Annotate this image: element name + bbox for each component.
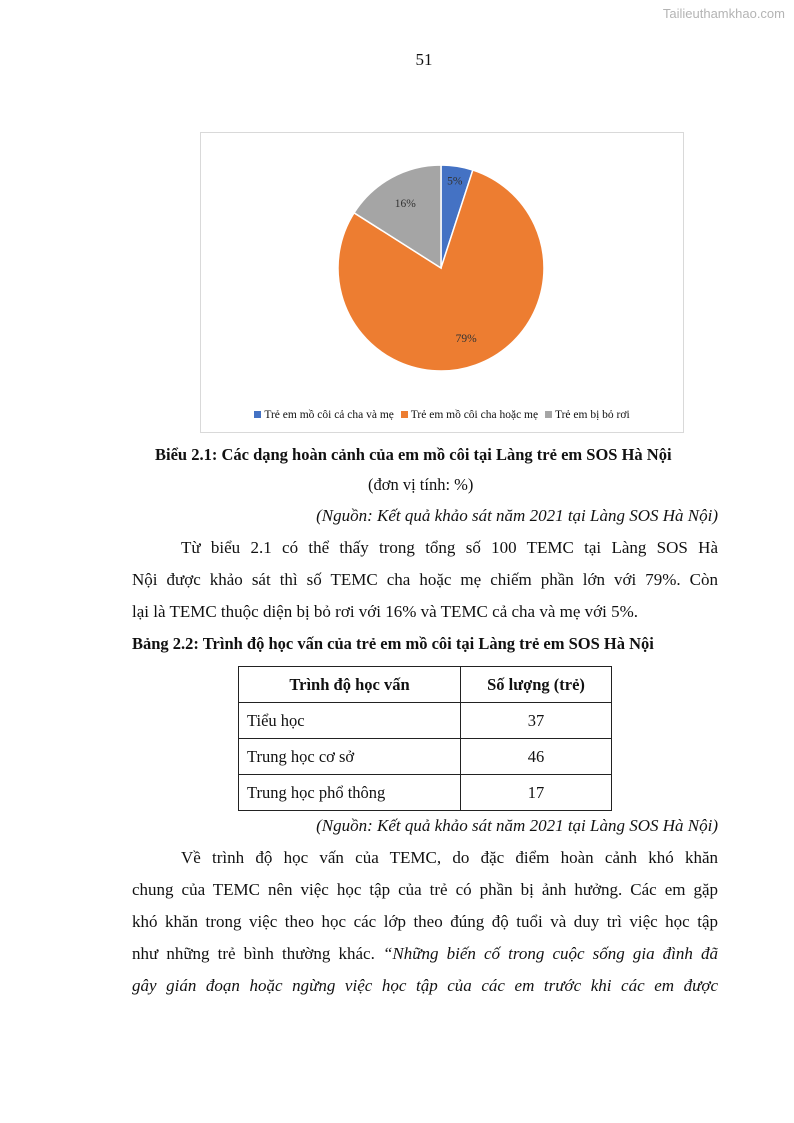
pie-data-label: 16%: [394, 198, 416, 211]
column-header: Trình độ học vấn: [239, 667, 461, 703]
table-title: Bảng 2.2: Trình độ học vấn của trẻ em mồ côi tại Làng trẻ em SOS Hà Nội: [132, 634, 654, 653]
table-row: [239, 703, 612, 739]
legend-item: [254, 409, 394, 421]
legend-label: Trẻ em mồ côi cha hoặc mẹ: [410, 409, 539, 421]
education-table: [238, 666, 612, 811]
legend-swatch: [401, 411, 408, 418]
chart-legend: [201, 409, 683, 421]
column-header: Số lượng (trẻ): [461, 667, 612, 703]
figure-caption: Biểu 2.1: Các dạng hoàn cảnh của em mồ côi tại Làng trẻ em SOS Hà Nội: [155, 445, 672, 464]
paragraph-line: Về trình độ học vấn của TEMC, do đặc điểm hoàn cảnh khó khăn: [181, 848, 718, 867]
table-header-row: [239, 667, 612, 703]
paragraph-line: lại là TEMC thuộc diện bị bỏ rơi với 16% và TEMC cả cha và mẹ với 5%.: [132, 602, 639, 621]
paragraph-text: như những trẻ bình thường khác.: [132, 944, 383, 963]
pie-data-label: 79%: [455, 332, 477, 345]
figure-unit: (đơn vị tính: %): [368, 475, 474, 494]
table-row: [239, 775, 612, 811]
legend-label: Trẻ em bị bỏ rơi: [554, 409, 630, 421]
table-cell: Trung học cơ sở: [239, 739, 461, 775]
table-cell: 37: [461, 703, 612, 739]
legend-item: [545, 409, 630, 421]
watermark: Tailieuthamkhao.com: [662, 6, 785, 21]
table-cell: Trung học phổ thông: [239, 775, 461, 811]
paragraph-line: Từ biểu 2.1 có thể thấy trong tổng số 100 TEMC tại Làng SOS Hà: [181, 538, 718, 557]
table-cell: Tiểu học: [239, 703, 461, 739]
legend-item: [401, 409, 538, 421]
quote-line: gây gián đoạn hoặc ngừng việc học tập của các em trước khi các em được: [132, 976, 718, 995]
table-source: (Nguồn: Kết quả khảo sát năm 2021 tại Làng SOS Hà Nội): [316, 816, 718, 835]
pie-chart: [200, 132, 684, 433]
legend-swatch: [545, 411, 552, 418]
page-number: 51: [415, 50, 433, 69]
pie-chart-plot: [201, 133, 683, 432]
pie-data-label: 5%: [447, 175, 463, 188]
table-row: [239, 739, 612, 775]
paragraph-line: Nội được khảo sát thì số TEMC cha hoặc mẹ chiếm phần lớn với 79%. Còn: [132, 570, 718, 589]
table-cell: 17: [461, 775, 612, 811]
figure-source: (Nguồn: Kết quả khảo sát năm 2021 tại Làng SOS Hà Nội): [316, 506, 718, 525]
quote-text: “Những biến cố trong cuộc sống gia đình đã: [382, 944, 718, 963]
paragraph-line: chung của TEMC nên việc học tập của trẻ có phần bị ảnh hưởng. Các em gặp: [132, 880, 718, 899]
legend-swatch: [254, 411, 261, 418]
paragraph-line: [132, 944, 718, 964]
table-cell: 46: [461, 739, 612, 775]
paragraph-line: khó khăn trong việc theo học các lớp theo đúng độ tuổi và duy trì việc học tập: [132, 912, 718, 931]
legend-label: Trẻ em mồ côi cả cha và mẹ: [264, 409, 394, 421]
